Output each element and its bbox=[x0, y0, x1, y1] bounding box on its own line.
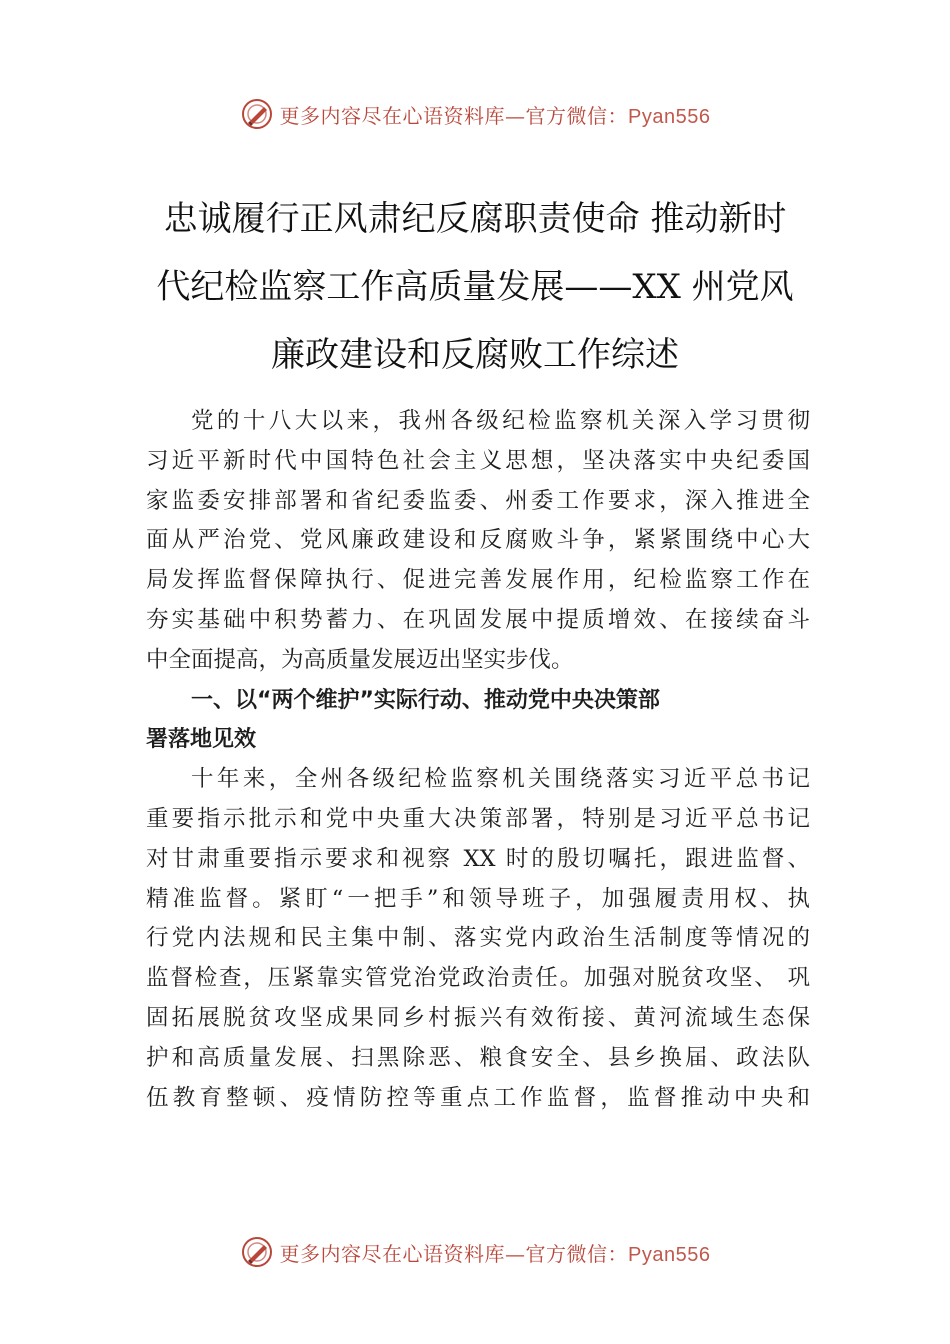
document-title bbox=[120, 185, 830, 389]
title-line: 忠诚履行正风肃纪反腐职责使命 推动新时 bbox=[163, 199, 787, 239]
paragraph-line: 十年来，全州各级纪检监察机关围绕落实习近平总书记 bbox=[191, 766, 810, 793]
paragraph-line: 监督检查，压紧靠实管党治党政治责任。加强对脱贫攻坚、 巩 bbox=[146, 965, 810, 992]
paragraph-line: 面从严治党、党风廉政建设和反腐败斗争，紧紧围绕中心大 bbox=[146, 527, 810, 554]
section-heading: 一、以“两个维护”实际行动、推动党中央决策部 bbox=[191, 687, 660, 713]
header-watermark bbox=[0, 94, 950, 134]
paragraph-line: 护和高质量发展、扫黑除恶、粮食安全、县乡换届、政法队 bbox=[146, 1044, 810, 1071]
paragraph-line: 家监委安排部署和省纪委监委、州委工作要求，深入推进全 bbox=[146, 487, 810, 514]
title-line: 代纪检监察工作高质量发展——XX 州党风 bbox=[156, 267, 794, 307]
paragraph-line: 习近平新时代中国特色社会主义思想，坚决落实中央纪委国 bbox=[146, 447, 810, 474]
paragraph-line: 固拓展脱贫攻坚成果同乡村振兴有效衔接、黄河流域生态保 bbox=[146, 1004, 810, 1031]
watermark-text: 更多内容尽在心语资料库—官方微信：Pyan556 bbox=[279, 103, 711, 128]
paragraph-line: 局发挥监督保障执行、促进完善发展作用，纪检监察工作在 bbox=[146, 567, 810, 594]
wechat-id: Pyan556 bbox=[628, 105, 711, 128]
logo-icon bbox=[240, 1235, 274, 1269]
paragraph-line: 中全面提高，为高质量发展迈出坚实步伐。 bbox=[146, 646, 574, 673]
paragraph-line: 行党内法规和民主集中制、落实党内政治生活制度等情况的 bbox=[146, 925, 810, 952]
paragraph-line: 伍教育整顿、疫情防控等重点工作监督，监督推动中央和 bbox=[146, 1084, 810, 1111]
footer-watermark bbox=[0, 1232, 950, 1272]
wechat-id: Pyan556 bbox=[628, 1243, 711, 1266]
document-body bbox=[146, 402, 810, 1118]
paragraph-line: 党的十八大以来，我州各级纪检监察机关深入学习贯彻 bbox=[191, 408, 810, 434]
paragraph-line: 重要指示批示和党中央重大决策部署，特别是习近平总书记 bbox=[146, 805, 810, 832]
title-line: 廉政建设和反腐败工作综述 bbox=[271, 335, 679, 375]
watermark-text: 更多内容尽在心语资料库—官方微信：Pyan556 bbox=[279, 1241, 711, 1266]
paragraph-line: 夯实基础中积势蓄力、在巩固发展中提质增效、在接续奋斗 bbox=[146, 606, 810, 633]
logo-icon bbox=[240, 97, 274, 131]
paragraph-line: 对甘肃重要指示要求和视察 XX 时的殷切嘱托，跟进监督、 bbox=[146, 845, 810, 872]
section-heading: 署落地见效 bbox=[146, 727, 257, 753]
paragraph-line: 精准监督。紧盯“一把手”和领导班子，加强履责用权、执 bbox=[146, 885, 810, 912]
